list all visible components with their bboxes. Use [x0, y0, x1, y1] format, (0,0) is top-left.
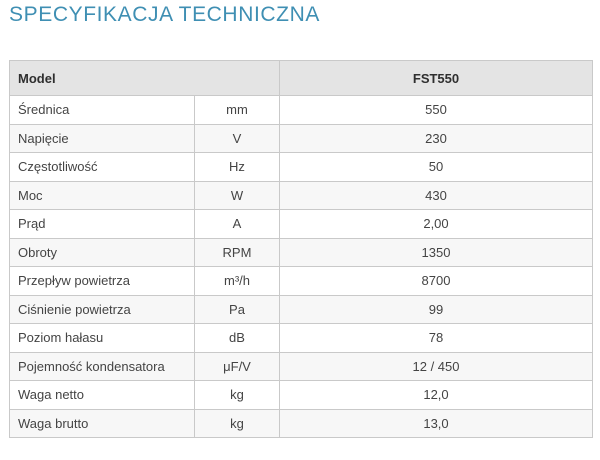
param-name: Waga netto: [10, 381, 195, 410]
param-value: 550: [280, 96, 593, 125]
header-row: [10, 61, 593, 96]
spec-table-body: [10, 96, 593, 438]
page-title: SPECYFIKACJA TECHNICZNA: [9, 3, 320, 26]
param-value: 12 / 450: [280, 352, 593, 381]
param-value: 13,0: [280, 409, 593, 438]
param-name: Prąd: [10, 210, 195, 239]
param-value: 99: [280, 295, 593, 324]
param-unit: W: [195, 181, 280, 210]
table-row: [10, 409, 593, 438]
param-unit: A: [195, 210, 280, 239]
param-unit: kg: [195, 381, 280, 410]
param-value: 2,00: [280, 210, 593, 239]
param-name: Pojemność kondensatora: [10, 352, 195, 381]
param-name: Ciśnienie powietrza: [10, 295, 195, 324]
param-value: 430: [280, 181, 593, 210]
table-row: [10, 96, 593, 125]
table-row: [10, 153, 593, 182]
param-unit: dB: [195, 324, 280, 353]
param-name: Poziom hałasu: [10, 324, 195, 353]
param-unit: Hz: [195, 153, 280, 182]
param-value: 12,0: [280, 381, 593, 410]
param-unit: Pa: [195, 295, 280, 324]
table-row: [10, 267, 593, 296]
table-row: [10, 352, 593, 381]
param-unit: m³/h: [195, 267, 280, 296]
table-row: [10, 238, 593, 267]
param-name: Średnica: [10, 96, 195, 125]
param-unit: μF/V: [195, 352, 280, 381]
param-value: 230: [280, 124, 593, 153]
param-name: Moc: [10, 181, 195, 210]
table-row: [10, 124, 593, 153]
param-value: 78: [280, 324, 593, 353]
param-value: 50: [280, 153, 593, 182]
param-name: Przepływ powietrza: [10, 267, 195, 296]
param-value: 8700: [280, 267, 593, 296]
param-unit: mm: [195, 96, 280, 125]
param-unit: kg: [195, 409, 280, 438]
param-name: Obroty: [10, 238, 195, 267]
param-name: Waga brutto: [10, 409, 195, 438]
header-model-label: Model: [10, 61, 280, 96]
param-name: Napięcie: [10, 124, 195, 153]
spec-table: [9, 60, 593, 438]
table-row: [10, 210, 593, 239]
spec-table-head: [10, 61, 593, 96]
table-row: [10, 295, 593, 324]
table-row: [10, 381, 593, 410]
table-row: [10, 181, 593, 210]
header-model-name: FST550: [280, 61, 593, 96]
param-name: Częstotliwość: [10, 153, 195, 182]
table-row: [10, 324, 593, 353]
param-unit: V: [195, 124, 280, 153]
param-unit: RPM: [195, 238, 280, 267]
param-value: 1350: [280, 238, 593, 267]
